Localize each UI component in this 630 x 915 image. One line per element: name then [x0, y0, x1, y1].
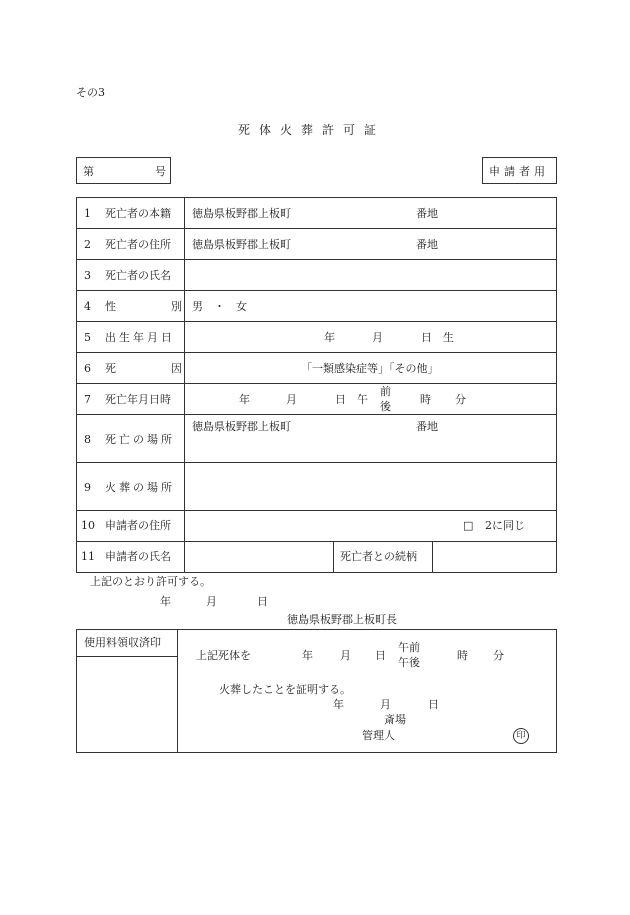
deceased-name-field[interactable] [186, 261, 555, 289]
row-label: 別 [171, 300, 182, 313]
row-label: 死亡者の住所 [105, 238, 171, 251]
minute-label: 分 [493, 649, 504, 662]
row-number: 11 [81, 550, 95, 563]
deceased-domicile-value[interactable]: 徳島県板野郡上板町 [192, 207, 291, 220]
same-as-label: 2に同じ [485, 519, 525, 532]
row-number: 3 [84, 269, 91, 282]
minute-label: 分 [455, 393, 466, 406]
row-number: 1 [84, 207, 91, 220]
seal-icon[interactable]: 印 [513, 728, 529, 744]
certificate-line1-prefix: 上記死体を [196, 649, 251, 662]
day-label: 日 [375, 649, 386, 662]
row-label: 因 [171, 362, 182, 375]
day-label: 日 [428, 698, 439, 711]
cremation-place-field[interactable] [186, 464, 555, 508]
banchi-label: 番地 [416, 207, 438, 220]
row-number: 7 [84, 393, 91, 406]
deceased-address-value[interactable]: 徳島県板野郡上板町 [192, 238, 291, 251]
cause-of-death-options[interactable]: 「一類感染症等」「その他」 [301, 362, 439, 375]
year-label: 年 [324, 331, 335, 344]
hour-label: 時 [457, 649, 468, 662]
table-divider [184, 197, 185, 573]
day-label: 日 [335, 393, 346, 406]
month-label: 月 [372, 331, 383, 344]
relation-field[interactable] [434, 543, 555, 571]
year-label: 年 [302, 649, 313, 662]
row-label: 死亡者の氏名 [105, 269, 171, 282]
row-number: 6 [84, 362, 91, 375]
row-label: 申請者の氏名 [105, 550, 171, 563]
main-table [76, 197, 557, 573]
document-title: 死体火葬許可証 [238, 123, 386, 137]
day-label: 日 [421, 331, 432, 344]
row-label: 出生年月日 [105, 331, 175, 344]
applicant-name-field[interactable] [186, 543, 331, 571]
row-number: 9 [84, 481, 91, 494]
row-label: 申請者の住所 [105, 519, 171, 532]
relation-label: 死亡者との続柄 [340, 550, 417, 563]
form-number-label: その3 [76, 86, 105, 99]
banchi-label: 番地 [416, 238, 438, 251]
row-number: 10 [81, 519, 95, 532]
row-label: 死 [105, 362, 116, 375]
row-label: 性 [105, 300, 116, 313]
number-prefix: 第 [83, 165, 94, 178]
row-label: 死亡者の本籍 [105, 207, 171, 220]
approval-text: 上記のとおり許可する。 [90, 575, 211, 588]
row-label: 火葬の場所 [105, 481, 175, 494]
applicant-copy-label: 申請者用 [489, 165, 549, 178]
manager-label: 管理人 [362, 729, 395, 742]
sex-options[interactable]: 男 ・ 女 [192, 300, 247, 313]
pm-label[interactable]: 後 [380, 400, 391, 413]
hour-label: 時 [420, 393, 431, 406]
fee-stamp-area[interactable] [78, 658, 175, 751]
row-number: 5 [84, 331, 91, 344]
crematorium-label: 斎場 [384, 713, 406, 726]
certificate-number-box[interactable] [76, 157, 171, 184]
fee-stamp-label: 使用料領収済印 [84, 636, 161, 649]
approval-day-label: 日 [257, 595, 268, 608]
month-label: 月 [380, 698, 391, 711]
month-label: 月 [340, 649, 351, 662]
row-number: 4 [84, 300, 91, 313]
place-of-death-value[interactable]: 徳島県板野郡上板町 [192, 420, 291, 433]
year-label: 年 [239, 393, 250, 406]
row-label: 死亡の場所 [105, 433, 175, 446]
am-label[interactable]: 前 [380, 385, 391, 398]
banchi-label: 番地 [416, 420, 438, 433]
approval-month-label: 月 [206, 595, 217, 608]
year-label: 年 [333, 698, 344, 711]
number-suffix: 号 [155, 165, 166, 178]
month-label: 月 [286, 393, 297, 406]
birth-label: 生 [443, 331, 454, 344]
same-as-checkbox[interactable]: □ [463, 519, 474, 532]
row-number: 2 [84, 238, 91, 251]
approval-year-label: 年 [160, 595, 171, 608]
certificate-line2: 火葬したことを証明する。 [219, 683, 351, 696]
row-label: 死亡年月日時 [105, 393, 171, 406]
am-label[interactable]: 午前 [398, 641, 420, 654]
issuer-name: 徳島県板野郡上板町長 [287, 613, 397, 626]
row-number: 8 [84, 433, 91, 446]
applicant-copy-box [482, 157, 557, 184]
pm-label[interactable]: 午後 [398, 656, 420, 669]
ampm-label: 午 [357, 393, 368, 406]
